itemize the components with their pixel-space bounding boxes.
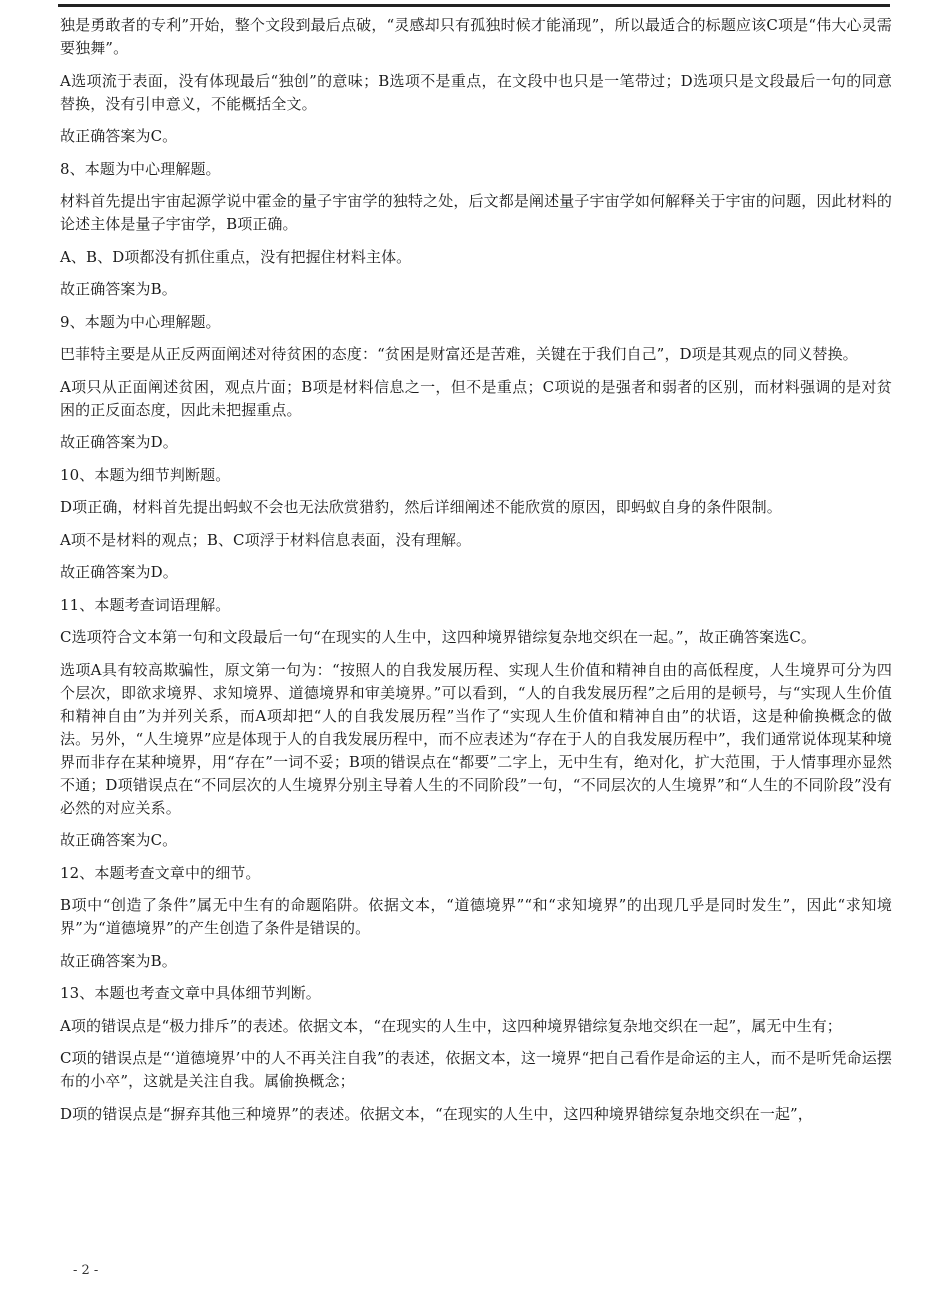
answer-line: 故正确答案为D。 [60,563,178,581]
paragraph: C选项符合文本第一句和文段最后一句“在现实的人生中，这四种境界错综复杂地交织在一起。”，故正确答案选C。 [60,628,816,646]
paragraph: D项的错误点是“摒弃其他三种境界”的表述。依据文本，“在现实的人生中，这四种境界错综复杂地交织在一起”， [60,1104,813,1123]
document-body [60,14,892,1135]
answer-line: 故正确答案为B。 [60,951,177,970]
paragraph: A选项流于表面，没有体现最后“独创”的意味；B选项不是重点，在文段中也只是一笔带过；D选项只是文段最后一句的同意替换，没有引申意义，不能概括全文。 [60,71,892,113]
paragraph: A、B、D项都没有抓住重点，没有把握住材料主体。 [60,247,412,266]
answer-line: 故正确答案为C。 [60,831,178,849]
paragraph: C项的错误点是“‘道德境界’中的人不再关注自我”的表述，依据文本，这一境界“把自己看作是命运的主人，而不是听凭命运摆布的小卒”，这就是关注自我。属偷换概念； [60,1049,892,1090]
header-rule [58,4,890,7]
page-number: - 2 - [73,1263,99,1278]
question-heading: 9、本题为中心理解题。 [60,312,221,331]
paragraph: D项正确，材料首先提出蚂蚁不会也无法欣赏猎豹，然后详细阐述不能欣赏的原因，即蚂蚁自身的条件限制。 [60,498,782,516]
paragraph: 巴菲特主要是从正反两面阐述对待贫困的态度：“贫困是财富还是苦难，关键在于我们自己”，D项是其观点的同义替换。 [60,345,858,363]
paragraph: 独是勇敢者的专利”开始，整个文段到最后点破，“灵感却只有孤独时候才能涌现”，所以最适合的标题应该C项是“伟大心灵需要独舞”。 [60,16,892,57]
paragraph: A项的错误点是“极力排斥”的表述。依据文本，“在现实的人生中，这四种境界错综复杂地交织在一起”，属无中生有； [60,1016,842,1035]
paragraph: 选项A具有较高欺骗性，原文第一句为：“按照人的自我发展历程、实现人生价值和精神自由的高低程度，人生境界可分为四个层次，即欲求境界、求知境界、道德境界和审美境界。”可以看到，“人的自我发展历程”之后用的是顿号，与“实现人生价值和精神自由”为并列关系，而A项却把“人的自我发展历程”当作了“实现人生价值和精神自由”的状语，这是种偷换概念的做法。另外，“人生境界”应是体现于人的自我发展历程中，而不应表述为“存在于人的自我发展历程中”，我们通常说体现某种境界而非存在某种境界，用“存在”一词不妥；B项的错误点在“都要”二字上，无中生有，绝对化，扩大范围，于人情事理亦显然不通；D项错误点在“不同层次的人生境界分别主导着人生的不同阶段”一句，“不同层次的人生境界”和“人生的不同阶段”没有必然的对应关系。 [60,660,892,817]
paragraph: A项只从正面阐述贫困，观点片面；B项是材料信息之一，但不是重点；C项说的是强者和弱者的区别，而材料强调的是对贫困的正反面态度，因此未把握重点。 [60,377,892,419]
question-heading: 12、本题考查文章中的细节。 [60,863,261,882]
question-heading: 13、本题也考查文章中具体细节判断。 [60,984,321,1002]
answer-line: 故正确答案为B。 [60,280,177,298]
question-heading: 10、本题为细节判断题。 [60,465,231,484]
answer-line: 故正确答案为D。 [60,433,178,451]
paragraph: 材料首先提出宇宙起源学说中霍金的量子宇宙学的独特之处，后文都是阐述量子宇宙学如何解释关于宇宙的问题，因此材料的论述主体是量子宇宙学，B项正确。 [60,192,892,233]
answer-line: 故正确答案为C。 [60,127,178,145]
question-heading: 11、本题考查词语理解。 [60,595,231,614]
question-heading: 8、本题为中心理解题。 [60,159,221,178]
paragraph: A项不是材料的观点；B、C项浮于材料信息表面，没有理解。 [60,530,472,549]
paragraph: B项中“创造了条件”属无中生有的命题陷阱。依据文本，“道德境界”“和“求知境界”的出现几乎是同时发生”，因此“求知境界”为“道德境界”的产生创造了条件是错误的。 [60,896,892,937]
